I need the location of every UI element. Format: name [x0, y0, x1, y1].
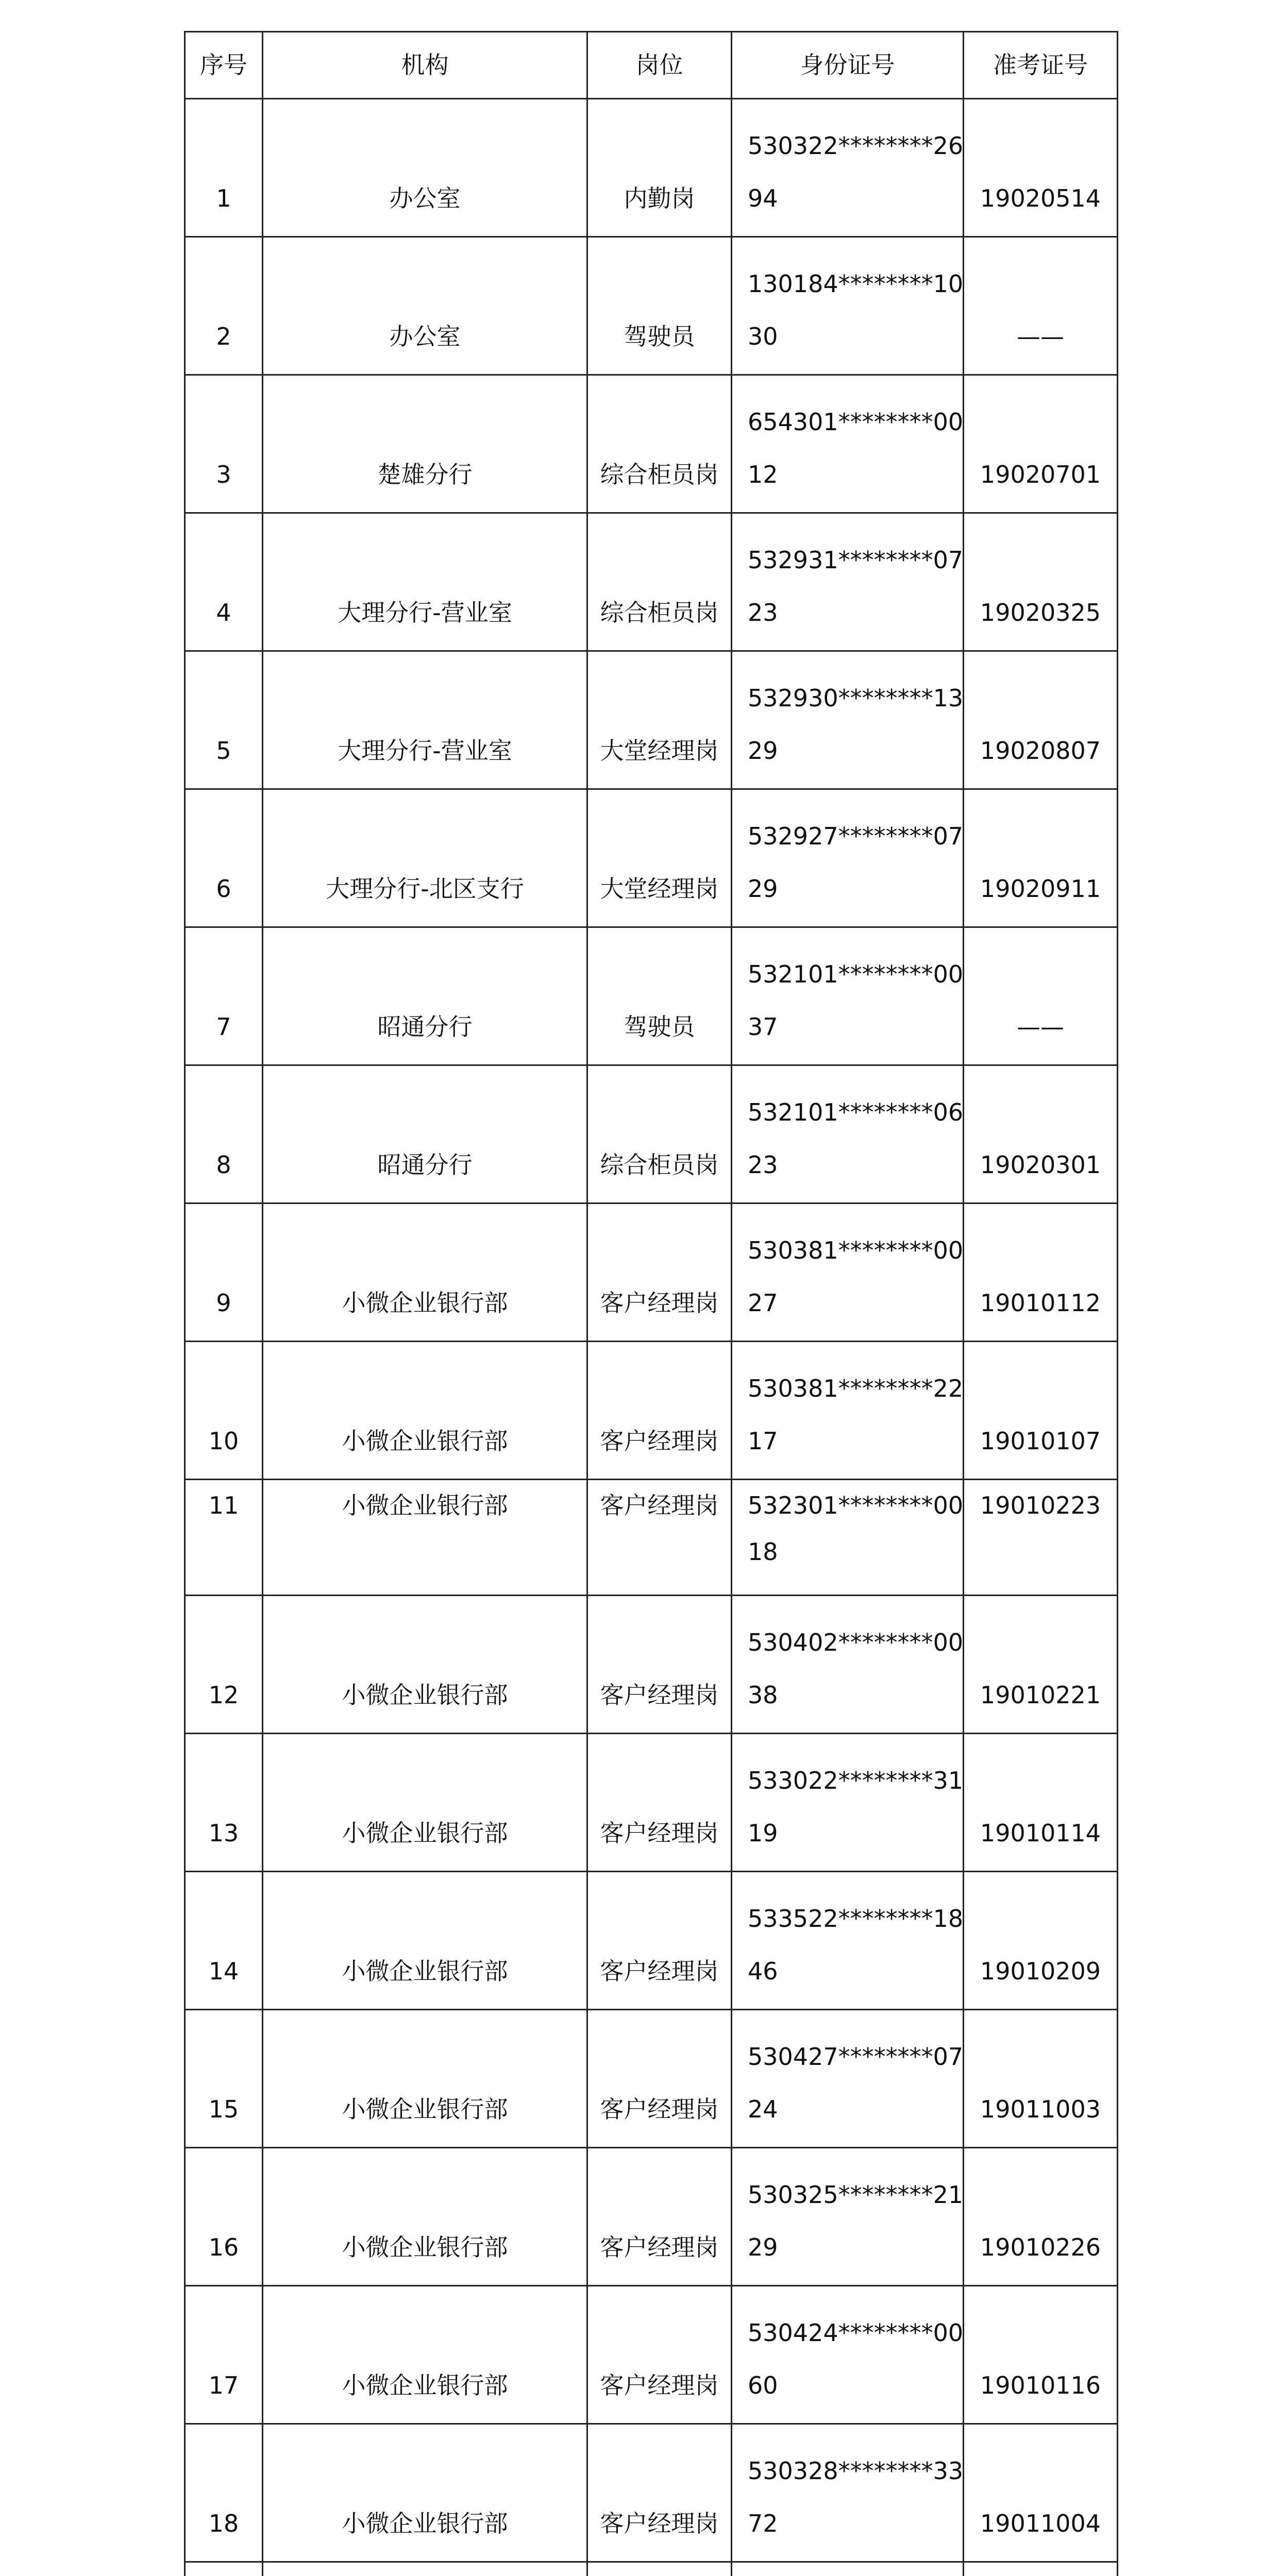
table-row — [185, 1872, 1118, 2010]
cell-org: 小微企业银行部 — [263, 1872, 587, 2010]
cell-post: 客户经理岗 — [587, 1872, 732, 2010]
cell-no: 18 — [185, 2424, 263, 2562]
table-row — [185, 237, 1118, 375]
cell-post: 客户经理岗 — [587, 2424, 732, 2562]
cell-exam: 19010112 — [964, 1204, 1118, 1342]
cell-no: 11 — [185, 1480, 263, 1596]
table-row — [185, 2562, 1118, 2576]
cell-id — [732, 1596, 964, 1734]
cell-exam: 19011003 — [964, 2010, 1118, 2148]
id-line-1: 654301********00 — [748, 408, 964, 436]
cell-exam: 19020807 — [964, 651, 1118, 789]
cell-post: 综合柜员岗 — [587, 1065, 732, 1204]
cell-no: 15 — [185, 2010, 263, 2148]
id-line-1: 532931********07 — [748, 546, 964, 574]
table-row — [185, 513, 1118, 651]
id-line-1: 532101********00 — [748, 960, 964, 989]
cell-post: 驾驶员 — [587, 927, 732, 1065]
cell-org: 小微企业银行部 — [263, 2148, 587, 2286]
id-line-2: 23 — [748, 1151, 778, 1179]
table-row — [185, 1065, 1118, 1204]
cell-exam: 19011004 — [964, 2424, 1118, 2562]
table-row — [185, 927, 1118, 1065]
id-line-2: 17 — [748, 1427, 778, 1455]
table-row — [185, 1480, 1118, 1596]
cell-org: 小微企业银行部 — [263, 2286, 587, 2424]
cell-id — [732, 237, 964, 375]
id-line-2: 24 — [748, 2095, 778, 2124]
id-line-1: 532101********06 — [748, 1098, 964, 1127]
id-line-2: 37 — [748, 1013, 778, 1041]
cell-exam: 19010114 — [964, 1734, 1118, 1872]
cell-exam: 19020514 — [964, 99, 1118, 237]
cell-id — [732, 1342, 964, 1480]
cell-exam: 19010116 — [964, 2286, 1118, 2424]
id-line-2: 27 — [748, 1289, 778, 1317]
id-line-1: 530424********00 — [748, 2319, 964, 2347]
cell-org: 大理分行-营业室 — [263, 513, 587, 651]
cell-org: 办公室 — [263, 237, 587, 375]
cell-post: 内勤岗 — [587, 99, 732, 237]
cell-no: 10 — [185, 1342, 263, 1480]
cell-org: 大理分行-营业室 — [263, 651, 587, 789]
table-row — [185, 2010, 1118, 2148]
cell-exam: —— — [964, 927, 1118, 1065]
cell-no — [185, 2562, 263, 2576]
cell-exam: 19010107 — [964, 1342, 1118, 1480]
cell-post: 综合柜员岗 — [587, 375, 732, 513]
table-row — [185, 651, 1118, 789]
cell-org: 小微企业银行部 — [263, 1342, 587, 1480]
cell-no: 2 — [185, 237, 263, 375]
cell-exam: 19010221 — [964, 1596, 1118, 1734]
cell-id — [732, 1204, 964, 1342]
cell-org: 办公室 — [263, 99, 587, 237]
cell-org: 昭通分行 — [263, 1065, 587, 1204]
cell-id — [732, 789, 964, 927]
cell-id — [732, 99, 964, 237]
cell-post: 客户经理岗 — [587, 1480, 732, 1596]
cell-org: 楚雄分行 — [263, 375, 587, 513]
id-line-2: 23 — [748, 599, 778, 627]
id-line-2: 29 — [748, 737, 778, 765]
cell-post: 客户经理岗 — [587, 1342, 732, 1480]
header-post: 岗位 — [587, 32, 732, 99]
id-line-1: 532930********13 — [748, 684, 964, 713]
id-line-2: 38 — [748, 1681, 778, 1709]
header-no: 序号 — [185, 32, 263, 99]
cell-no: 13 — [185, 1734, 263, 1872]
cell-no: 17 — [185, 2286, 263, 2424]
cell-exam: 19020325 — [964, 513, 1118, 651]
cell-no: 14 — [185, 1872, 263, 2010]
cell-id — [732, 1872, 964, 2010]
cell-post: 大堂经理岗 — [587, 789, 732, 927]
table-row — [185, 2424, 1118, 2562]
cell-post: 客户经理岗 — [587, 1204, 732, 1342]
table-body — [185, 99, 1118, 2576]
cell-exam: 19020701 — [964, 375, 1118, 513]
cell-no: 9 — [185, 1204, 263, 1342]
id-line-1: 530402********00 — [748, 1629, 964, 1657]
cell-id — [732, 2424, 964, 2562]
cell-post: 驾驶员 — [587, 237, 732, 375]
cell-exam: 19020301 — [964, 1065, 1118, 1204]
cell-id — [732, 2286, 964, 2424]
cell-no: 7 — [185, 927, 263, 1065]
header-row — [185, 32, 1118, 99]
cell-org: 小微企业银行部 — [263, 1480, 587, 1596]
results-table — [184, 31, 1118, 2576]
table-header — [185, 32, 1118, 99]
id-line-2: 29 — [748, 2233, 778, 2262]
id-line-2: 30 — [748, 323, 778, 351]
id-line-2: 19 — [748, 1819, 778, 1848]
table-row — [185, 1734, 1118, 1872]
id-line-1: 530328********33 — [748, 2457, 964, 2485]
table-row — [185, 2148, 1118, 2286]
table-row — [185, 789, 1118, 927]
id-line-1: 530322********26 — [748, 132, 964, 160]
cell-exam: 19010223 — [964, 1480, 1118, 1596]
header-exam: 准考证号 — [964, 32, 1118, 99]
id-line-1: 530325********21 — [748, 2181, 964, 2209]
table-row — [185, 1204, 1118, 1342]
cell-org — [263, 2562, 587, 2576]
cell-no: 16 — [185, 2148, 263, 2286]
cell-id — [732, 1065, 964, 1204]
id-line-1: 530381********00 — [748, 1236, 964, 1265]
id-line-2: 72 — [748, 2510, 778, 2538]
cell-no: 3 — [185, 375, 263, 513]
id-line-1: 530427********07 — [748, 2043, 964, 2071]
cell-id — [732, 1734, 964, 1872]
cell-no: 6 — [185, 789, 263, 927]
cell-no: 5 — [185, 651, 263, 789]
cell-no: 12 — [185, 1596, 263, 1734]
table-row — [185, 375, 1118, 513]
cell-org: 大理分行-北区支行 — [263, 789, 587, 927]
cell-id — [732, 1480, 964, 1596]
cell-org: 昭通分行 — [263, 927, 587, 1065]
cell-org: 小微企业银行部 — [263, 2424, 587, 2562]
cell-id — [732, 375, 964, 513]
cell-id — [732, 927, 964, 1065]
cell-exam: 19010209 — [964, 1872, 1118, 2010]
cell-post: 综合柜员岗 — [587, 513, 732, 651]
cell-org: 小微企业银行部 — [263, 2010, 587, 2148]
cell-id — [732, 651, 964, 789]
cell-post: 客户经理岗 — [587, 2010, 732, 2148]
id-line-1: 130184********10 — [748, 270, 964, 298]
id-line-2: 29 — [748, 875, 778, 903]
table-row — [185, 1342, 1118, 1480]
cell-exam: —— — [964, 237, 1118, 375]
header-id: 身份证号 — [732, 32, 964, 99]
cell-no: 8 — [185, 1065, 263, 1204]
cell-post: 大堂经理岗 — [587, 651, 732, 789]
cell-exam: 19010226 — [964, 2148, 1118, 2286]
id-line-2: 46 — [748, 1957, 778, 1986]
cell-no: 4 — [185, 513, 263, 651]
cell-post: 客户经理岗 — [587, 2148, 732, 2286]
cell-post: 客户经理岗 — [587, 2286, 732, 2424]
cell-post: 客户经理岗 — [587, 1596, 732, 1734]
cell-org: 小微企业银行部 — [263, 1204, 587, 1342]
cell-org: 小微企业银行部 — [263, 1596, 587, 1734]
cell-org: 小微企业银行部 — [263, 1734, 587, 1872]
table-row — [185, 1596, 1118, 1734]
header-org: 机构 — [263, 32, 587, 99]
cell-post: 客户经理岗 — [587, 1734, 732, 1872]
cell-id — [732, 2562, 964, 2576]
id-line-2: 94 — [748, 184, 778, 213]
id-line-1: 532927********07 — [748, 822, 964, 851]
table-row — [185, 99, 1118, 237]
id-line-2: 12 — [748, 461, 778, 489]
table-row — [185, 2286, 1118, 2424]
cell-exam: 19020911 — [964, 789, 1118, 927]
id-line-2: 18 — [748, 1537, 778, 1566]
cell-exam — [964, 2562, 1118, 2576]
cell-id — [732, 513, 964, 651]
id-line-1: 533522********18 — [748, 1905, 964, 1933]
id-line-1: 533022********31 — [748, 1767, 964, 1795]
cell-id — [732, 2010, 964, 2148]
id-line-2: 60 — [748, 2371, 778, 2400]
cell-post — [587, 2562, 732, 2576]
cell-no: 1 — [185, 99, 263, 237]
cell-id — [732, 2148, 964, 2286]
id-line-1: 532301********00 — [748, 1492, 964, 1519]
id-line-1: 530381********22 — [748, 1375, 964, 1403]
